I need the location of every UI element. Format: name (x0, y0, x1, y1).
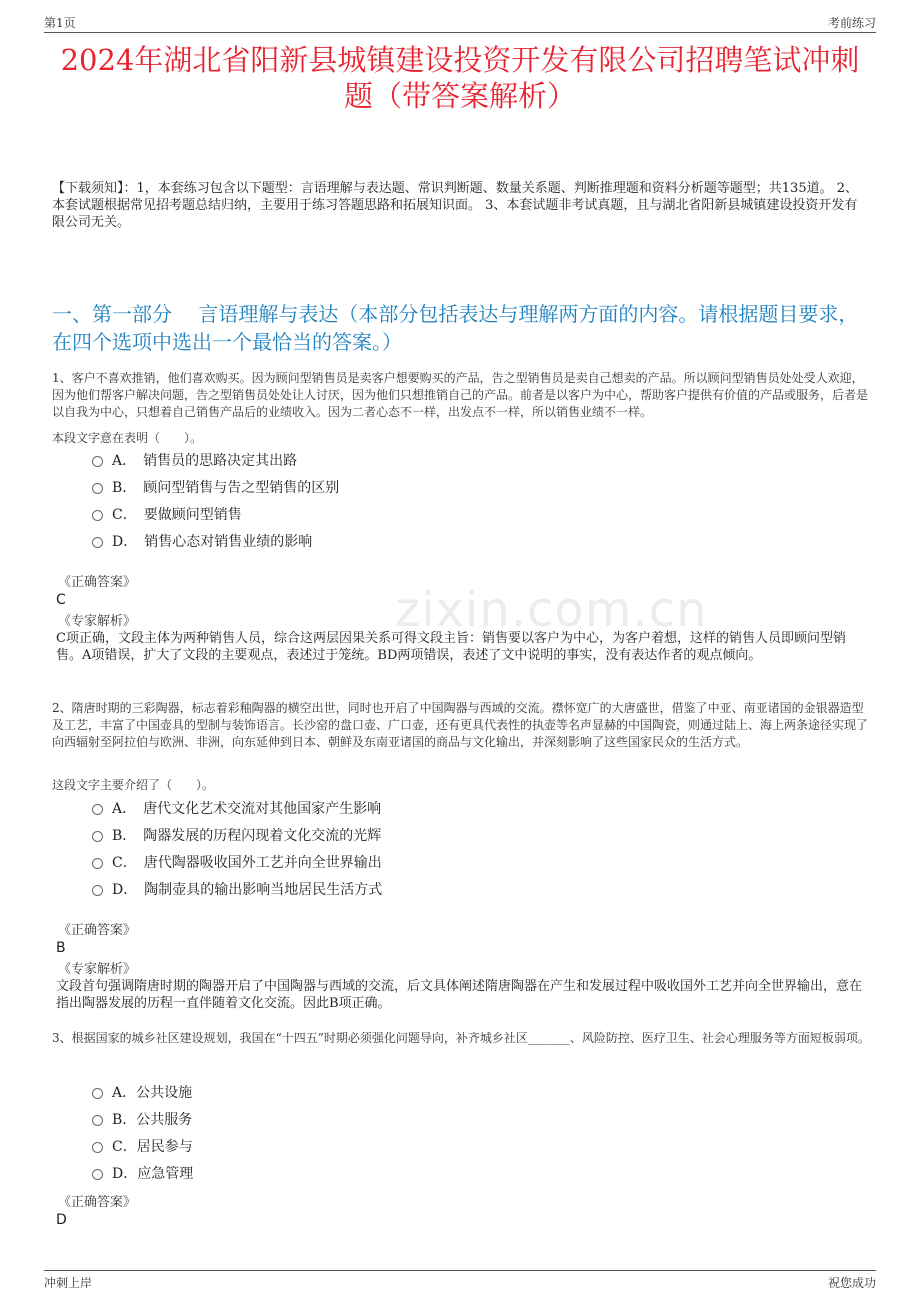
question-2-option-d[interactable]: D． 陶制壶具的输出影响当地居民生活方式 (92, 881, 382, 899)
question-1-option-d[interactable]: D． 销售心态对销售业绩的影响 (92, 533, 312, 551)
analysis-label: 《专家解析》 (58, 962, 137, 977)
radio-icon[interactable] (92, 537, 103, 548)
question-2-text: 2、隋唐时期的三彩陶器，标志着彩釉陶器的横空出世，同时也开启了中国陶器与西域的交流。襟怀宽广的大唐盛世，借鉴了中亚、南亚诸国的金银器造型及工艺，丰富了中国壶具的型制与装饰语言。长沙窑的盘口壶、广口壶，还有更具代表性的执壶等名声显赫的中国陶瓷，则通过陆上、海上两条途径实现了向西辐射至阿拉伯与欧洲、非洲，向东延伸到日本、朝鲜及东南亚诸国的商品与文化输出，并深刻影响了这些国家民众的生活方式。 (52, 701, 869, 749)
answer-label: 《正确答案》 (58, 1195, 137, 1210)
question-3-answer: D (56, 1212, 67, 1228)
question-3-text: 3、根据国家的城乡社区建设规划，我国在“十四五”时期必须强化问题导向，补齐城乡社区_______、风险防控、医疗卫生、社会心理服务等方面短板弱项。 (52, 1031, 870, 1045)
question-2-option-b[interactable]: B． 陶器发展的历程闪现着文化交流的光辉 (92, 827, 381, 845)
radio-icon[interactable] (92, 831, 103, 842)
page-header (44, 14, 876, 33)
page-footer (44, 1270, 876, 1291)
question-1-option-a[interactable]: A． 销售员的思路决定其出路 (92, 452, 297, 470)
watermark: zixin.com.cn (395, 582, 708, 638)
question-1-stem: 本段文字意在表明（ ）。 (52, 431, 203, 445)
page-number: 第1页 (44, 16, 76, 30)
answer-label: 《正确答案》 (58, 575, 137, 590)
analysis-label: 《专家解析》 (58, 614, 137, 629)
radio-icon[interactable] (92, 885, 103, 896)
footer-left: 冲刺上岸 (44, 1276, 93, 1290)
radio-icon[interactable] (92, 1169, 103, 1180)
title-line-1: 2024年湖北省阳新县城镇建设投资开发有限公司招聘笔试冲刺 (60, 43, 860, 77)
question-1-option-b[interactable]: B． 顾问型销售与告之型销售的区别 (92, 479, 339, 497)
question-1-text: 1、客户不喜欢推销，他们喜欢购买。因为顾问型销售员是卖客户想要购买的产品，告之型销售员是卖自己想卖的产品。所以顾问型销售员处处受人欢迎，因为他们帮客户解决问题，告之型销售员处处让人讨厌，因为他们只想推销自己的产品。前者是以客户为中心，帮助客户提供有价值的产品或服务，后者是以自我为中心，只想着自己销售产品后的业绩收入。因为二者心态不一样，出发点不一样，所以销售业绩不一样。 (52, 371, 869, 419)
question-3-option-a[interactable]: A．公共设施 (92, 1084, 192, 1102)
radio-icon[interactable] (92, 804, 103, 815)
question-2-option-a[interactable]: A． 唐代文化艺术交流对其他国家产生影响 (92, 800, 381, 818)
question-2-stem: 这段文字主要介绍了（ ）。 (52, 778, 215, 792)
section-heading: 一、第一部分 言语理解与表达（本部分包括表达与理解两方面的内容。请根据题目要求，在四个选项中选出一个最恰当的答案。） (52, 302, 859, 354)
question-3-option-c[interactable]: C．居民参与 (92, 1138, 193, 1156)
radio-icon[interactable] (92, 510, 103, 521)
question-1-analysis: C项正确，文段主体为两种销售人员，综合这两层因果关系可得文段主旨：销售要以客户为中心，为客户着想，这样的销售人员即顾问型销售。A项错误，扩大了文段的主要观点，表述过于笼统。BD两项错误，表述了文中说明的事实，没有表达作者的观点倾向。 (56, 631, 846, 663)
title-line-2: 题（带答案解析） (343, 79, 576, 113)
question-3-option-b[interactable]: B．公共服务 (92, 1111, 192, 1129)
download-notice: 【下载须知】：1，本套练习包含以下题型：言语理解与表达题、常识判断题、数量关系题、判断推理题和资料分析题等题型；共135道。 2、本套试题根据常见招考题总结归纳，主要用于练习答题思路和拓展知识面。 3、本套试题非考试真题，且与湖北省阳新县城镇建设投资开发有限公司无关。 (52, 181, 858, 230)
question-3-option-d[interactable]: D．应急管理 (92, 1165, 193, 1183)
radio-icon[interactable] (92, 1142, 103, 1153)
question-2-option-c[interactable]: C． 唐代陶器吸收国外工艺并向全世界输出 (92, 854, 382, 872)
radio-icon[interactable] (92, 456, 103, 467)
footer-right: 祝您成功 (827, 1276, 876, 1290)
question-1-answer: C (56, 592, 66, 608)
radio-icon[interactable] (92, 483, 103, 494)
answer-label: 《正确答案》 (58, 923, 137, 938)
question-1-option-c[interactable]: C． 要做顾问型销售 (92, 506, 242, 524)
radio-icon[interactable] (92, 1115, 103, 1126)
document-title (44, 42, 876, 114)
header-tag: 考前练习 (827, 16, 876, 30)
question-2-analysis: 文段首句强调隋唐时期的陶器开启了中国陶器与西域的交流，后文具体阐述隋唐陶器在产生和发展过程中吸收国外工艺并向全世界输出，意在指出陶器发展的历程一直伴随着文化交流。因此B项正确。 (56, 979, 863, 1011)
radio-icon[interactable] (92, 858, 103, 869)
question-2-answer: B (56, 940, 66, 956)
radio-icon[interactable] (92, 1088, 103, 1099)
